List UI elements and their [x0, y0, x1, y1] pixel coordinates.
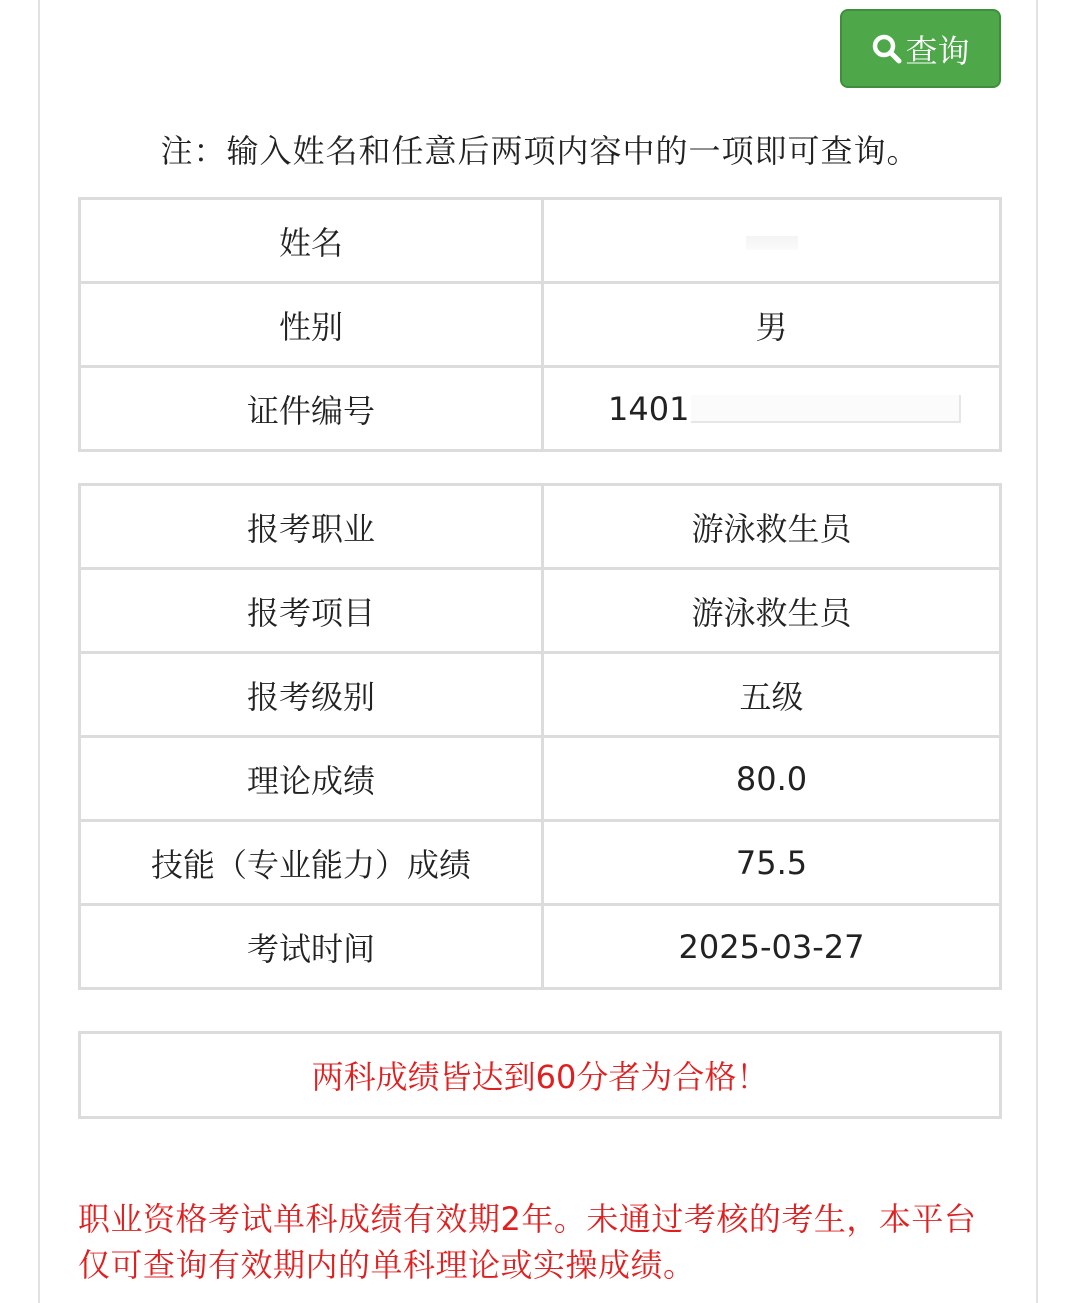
query-note: 注：输入姓名和任意后两项内容中的一项即可查询。 [160, 132, 920, 170]
pass-criteria-box [78, 1031, 1002, 1119]
masked-name [746, 236, 798, 250]
id-number-label: 证件编号 [80, 367, 543, 451]
project-label: 报考项目 [80, 569, 543, 653]
theory-score-label: 理论成绩 [80, 737, 543, 821]
project-value: 游泳救生员 [543, 569, 1001, 653]
id-number-partial-digit: 1 [669, 389, 690, 428]
id-number-visible: 140 [608, 389, 670, 428]
level-value: 五级 [543, 653, 1001, 737]
table-row [80, 485, 1001, 569]
table-row [80, 905, 1001, 989]
masked-id-number [691, 395, 961, 423]
table-row [80, 283, 1001, 367]
table-row [80, 569, 1001, 653]
occupation-label: 报考职业 [80, 485, 543, 569]
table-row [80, 199, 1001, 283]
name-value [543, 199, 1001, 283]
skill-score-label: 技能（专业能力）成绩 [80, 821, 543, 905]
search-icon [871, 33, 903, 65]
gender-value: 男 [543, 283, 1001, 367]
query-button-label: 查询 [905, 31, 970, 70]
exam-date-value: 2025-03-27 [543, 905, 1001, 989]
personal-info-table [78, 197, 1002, 452]
name-label: 姓名 [80, 199, 543, 283]
table-row [80, 821, 1001, 905]
occupation-value: 游泳救生员 [543, 485, 1001, 569]
validity-notice: 职业资格考试单科成绩有效期2年。未通过考核的考生，本平台仅可查询有效期内的单科理论或实操成绩。 [78, 1200, 977, 1284]
skill-score-value: 75.5 [543, 821, 1001, 905]
exam-result-table [78, 483, 1002, 990]
level-label: 报考级别 [80, 653, 543, 737]
theory-score-value: 80.0 [543, 737, 1001, 821]
table-row [80, 737, 1001, 821]
pass-criteria-text: 两科成绩皆达到60分者为合格！ [311, 1058, 769, 1096]
query-button[interactable] [840, 9, 1001, 88]
exam-date-label: 考试时间 [80, 905, 543, 989]
table-row [80, 653, 1001, 737]
gender-label: 性别 [80, 283, 543, 367]
id-number-value [543, 367, 1001, 451]
table-row [80, 367, 1001, 451]
